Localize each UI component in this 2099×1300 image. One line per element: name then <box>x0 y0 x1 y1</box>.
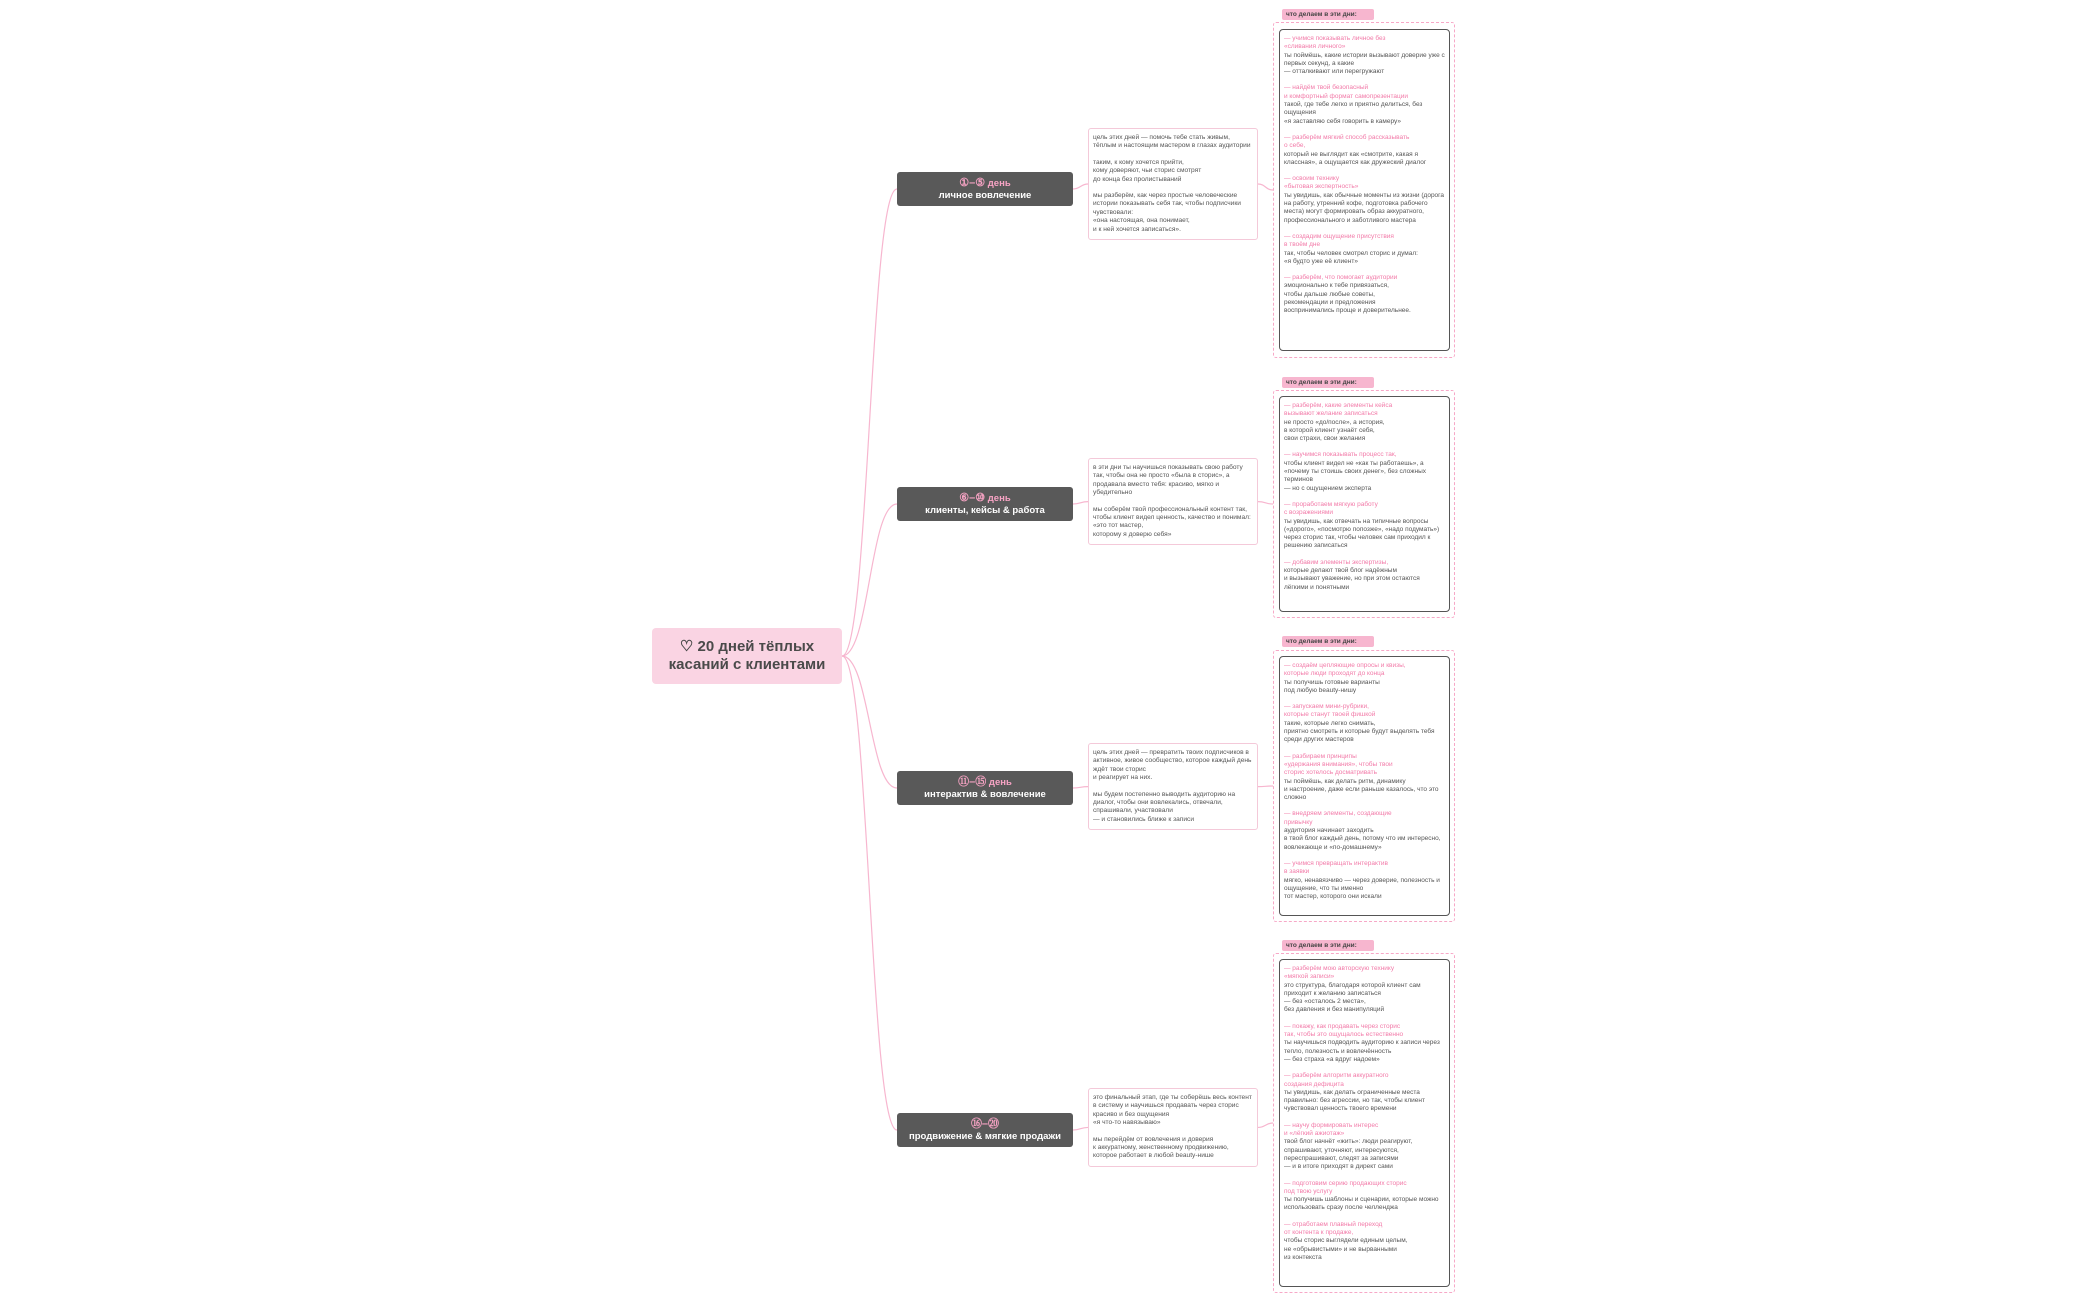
actions-box-4[interactable] <box>1279 959 1450 1287</box>
connector-line <box>1258 786 1273 787</box>
description-box-2[interactable] <box>1088 458 1258 545</box>
connector-line <box>1073 1127 1088 1130</box>
branch-days-label: ⑯–⑳ <box>970 1117 1000 1130</box>
branch-days-11-15[interactable] <box>897 771 1073 805</box>
actions-tag: что делаем в эти дни: <box>1282 377 1374 388</box>
description-paragraph: мы разберём, как через простые человеческие истории показывать себя так, чтобы подписчики чувствовали: «она настоящая, она понимает, и к ней хочется записаться». <box>1093 192 1241 233</box>
description-paragraph: это финальный этап, где ты соберёшь весь контент в систему и научишься продавать через сторис красиво и без ощущения «я что-то навязываю» <box>1093 1094 1252 1127</box>
action-item: — учимся превращать интерактив в заявки мягко, ненавязчиво — через доверие, полезность и ощущение, что ты именно тот мастер, которого они искали <box>1284 859 1440 901</box>
action-item: — научу формировать интерес и «лёгкий ажиотаж» твой блог начнёт «жить»: люди реагируют, спрашивают, уточняют, интересуются, переспрашивают, следят за записями — и в итоге приходят в директ сами <box>1284 1121 1413 1171</box>
branch-days-label: ①–⑤ день <box>959 176 1011 189</box>
description-paragraph: мы перейдём от вовлечения и доверия к аккуратному, женственному продвижению, которое работает в любой beauty-нише <box>1093 1135 1229 1160</box>
connector-line <box>842 504 897 656</box>
action-item: — запускаем мини-рубрики, которые станут твоей фишкой такие, которые легко снимать, приятно смотреть и которые будут выделять тебя среди других мастеров <box>1284 703 1435 744</box>
description-paragraph: мы соберём твой профессиональный контент так, чтобы клиент видел ценность, качество и понимал: «это тот мастер, которому я доверю себя» <box>1093 505 1251 538</box>
root-topic[interactable] <box>652 628 842 684</box>
actions-box-1[interactable] <box>1279 29 1450 351</box>
branch-subtitle: интерактив & вовлечение <box>924 788 1046 800</box>
actions-tag: что делаем в эти дни: <box>1282 9 1374 20</box>
description-box-1[interactable] <box>1088 128 1258 240</box>
branch-days-6-10[interactable] <box>897 487 1073 521</box>
branch-days-1-5[interactable] <box>897 172 1073 206</box>
action-item: — создаём цепляющие опросы и квизы, которые люди проходят до конца ты получишь готовые варианты под любую beauty-нишу <box>1284 662 1406 694</box>
connector-line <box>1073 184 1088 189</box>
description-box-3[interactable] <box>1088 743 1258 830</box>
action-item: — покажу, как продавать через сторис так, чтобы это ощущалось естественно ты научишься подводить аудиторию к записи через тепло, полезность и вовлечённость — без страха «а вдруг надоем» <box>1284 1022 1440 1063</box>
action-item: — разберём, что помогает аудитории эмоционально к тебе привязаться, чтобы дальше любые советы, рекомендации и предложения воспринимались проще и доверительнее. <box>1284 274 1411 315</box>
action-item: — добавим элементы экспертизы, которые делают твой блог надёжным и вызывают уважение, но при этом остаются лёгкими и понятными <box>1284 558 1420 591</box>
actions-box-2[interactable] <box>1279 396 1450 612</box>
action-item: — учимся показывать личное без «сливания личного» ты поймёшь, какие истории вызывают доверие уже с первых секунд, а какие — отталкивают или перегружают <box>1284 35 1445 76</box>
branch-subtitle: клиенты, кейсы & работа <box>925 504 1045 516</box>
action-item: — внедряем элементы, создающие привычку аудитория начинает заходить в твой блог каждый день, потому что им интересно, вовлекающе и «по-домашнему» <box>1284 810 1441 851</box>
action-item: — освоим технику «бытовая экспертность» ты увидишь, как обычные моменты из жизни (дорога на работу, утренний кофе, подготовка рабочего места) могут формировать образ аккуратного, профессионального и заботливого мастера <box>1284 175 1445 224</box>
connector-line <box>1258 184 1273 190</box>
action-item: — разбираем принципы «удержания внимания», чтобы твои сторис хотелось досматривать ты поймёшь, как делать ритм, динамику и настроение, даже если раньше казалось, что это сложно <box>1284 752 1439 802</box>
actions-tag: что делаем в эти дни: <box>1282 940 1374 951</box>
action-item: — проработаем мягкую работу с возражениями ты увидишь, как отвечать на типичные вопросы («дорого», «посмотрю попозже», «надо подумать») через сторис так, чтобы человек сам приходил к решению записаться <box>1284 500 1440 550</box>
description-paragraph: таким, к кому хочется прийти, кому доверяют, чьи сторис смотрят до конца без пролистываний <box>1093 158 1202 183</box>
action-item: — разберём, какие элементы кейса вызывают желание записаться не просто «до/после», а история, в которой клиент узнаёт себя, свои страхи, свои желания <box>1284 402 1393 443</box>
branch-days-16-20[interactable] <box>897 1113 1073 1147</box>
root-title: ♡ 20 дней тёплых касаний с клиентами <box>668 638 826 673</box>
action-item: — научимся показывать процесс так, чтобы клиент видел не «как ты работаешь», а «почему ты стоишь своих денег», без сложных терминов — но с ощущением эксперта <box>1284 451 1427 492</box>
branch-subtitle: продвижение & мягкие продажи <box>909 1130 1061 1142</box>
description-paragraph: цель этих дней — превратить твоих подписчиков в активное, живое сообщество, которое каждый день ждёт твои сторис и реагирует на них. <box>1093 749 1252 782</box>
action-item: — разберём мягкий способ рассказывать о себе, который не выглядит как «смотрите, какая я классная», а ощущается как дружеский диалог <box>1284 133 1427 166</box>
description-paragraph: в эти дни ты научишься показывать свою работу так, чтобы она не просто «была в сторис», а продавала вместо тебя: красиво, мягко и убедительно <box>1093 464 1243 497</box>
actions-tag: что делаем в эти дни: <box>1282 636 1374 647</box>
connector-line <box>842 189 897 656</box>
description-paragraph: мы будем постепенно выводить аудиторию на диалог, чтобы они вовлекались, отвечали, спрашивали, участвовали — и становились ближе к записи <box>1093 790 1236 823</box>
action-item: — найдём твой безопасный и комфортный формат самопрезентации такой, где тебе легко и приятно делиться, без ощущения «я заставляю себя говорить в камеру» <box>1284 84 1423 125</box>
connector-line <box>842 656 897 1130</box>
connector-line <box>1258 502 1273 504</box>
branch-days-label: ⑥–⑩ день <box>959 491 1011 504</box>
branch-days-label: ⑪–⑮ день <box>958 775 1012 788</box>
description-box-4[interactable] <box>1088 1088 1258 1167</box>
branch-subtitle: личное вовлечение <box>938 189 1032 201</box>
actions-box-3[interactable] <box>1279 656 1450 916</box>
connector-line <box>842 656 897 788</box>
connector-line <box>1073 787 1088 788</box>
action-item: — отработаем плавный переход от контента к продаже, чтобы сторис выглядели единым целым, не «обрывистыми» и не вырванными из контекста <box>1284 1220 1408 1261</box>
action-item: — разберём алгоритм аккуратного создания дефицита ты увидишь, как делать ограниченные места правильно: без агрессии, но так, чтобы клиент чувствовал ценность твоего времени <box>1284 1072 1425 1113</box>
connector-line <box>1073 502 1088 504</box>
action-item: — разберём мою авторскую технику «мягкой записи» это структура, благодаря которой клиент сам приходит к желанию записаться — без «осталось 2 места», без давления и без манипуляций <box>1284 965 1421 1014</box>
action-item: — подготовим серию продающих сторис под твою услугу ты получишь шаблоны и сценарии, которые можно использовать сразу после челленджа <box>1284 1179 1439 1212</box>
description-paragraph: цель этих дней — помочь тебе стать живым, тёплым и настоящим мастером в глазах аудитории <box>1093 134 1251 150</box>
action-item: — создадим ощущение присутствия в твоём дне так, чтобы человек смотрел сторис и думал: «я будто уже её клиент» <box>1284 232 1418 265</box>
connector-line <box>1258 1123 1273 1127</box>
